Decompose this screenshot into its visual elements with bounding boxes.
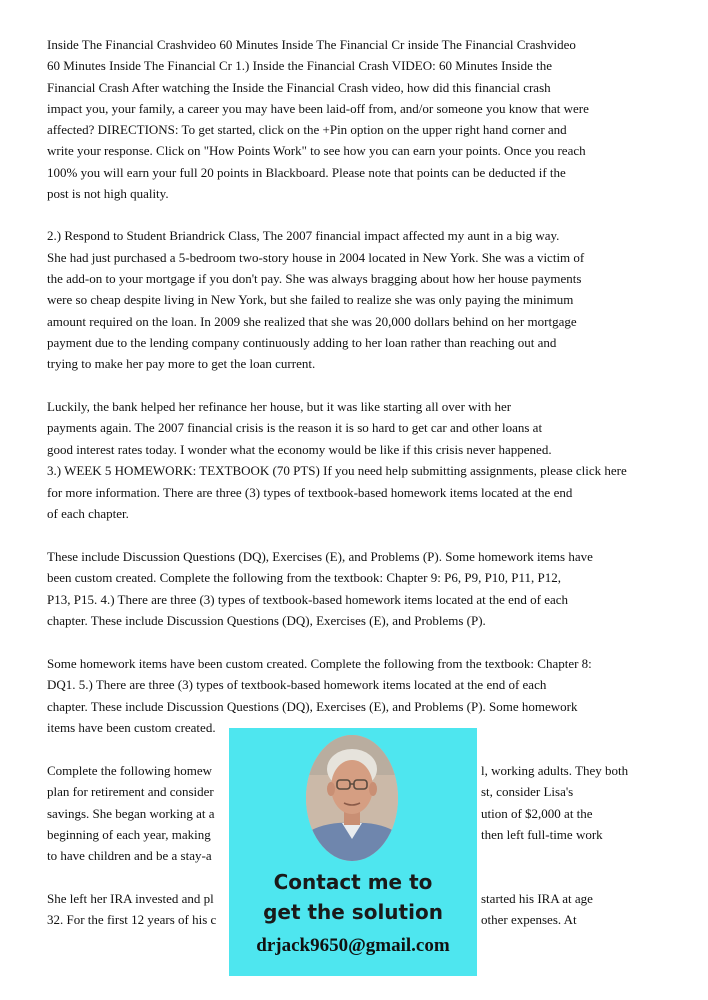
contact-promo-banner (229, 728, 477, 976)
text-line: chapter. These include Discussion Questions (DQ), Exercises (E), and Problems (P). Some homework (47, 699, 578, 714)
text-line: items have been custom created. (47, 720, 216, 735)
text-line-fragment: st, consider Lisa's (481, 784, 574, 799)
text-line: trying to make her pay more to get the loan current. (47, 356, 316, 371)
text-line: for more information. There are three (3) types of textbook-based homework items located at the end (47, 485, 573, 500)
text-line: 3.) WEEK 5 HOMEWORK: TEXTBOOK (70 PTS) If you need help submitting assignments, please click here (47, 463, 627, 478)
text-line: These include Discussion Questions (DQ), Exercises (E), and Problems (P). Some homework items have (47, 549, 593, 564)
text-line: 2.) Respond to Student Briandrick Class, The 2007 financial impact affected my aunt in a big way. (47, 228, 560, 243)
text-line: affected? DIRECTIONS: To get started, click on the +Pin option on the upper right hand corner and (47, 122, 567, 137)
text-line-fragment: started his IRA at age (481, 891, 593, 906)
text-line-fragment: beginning of each year, making (47, 827, 211, 842)
text-line: P13, P15. 4.) There are three (3) types of textbook-based homework items located at the end of each (47, 592, 569, 607)
text-line-fragment: 32. For the first 12 years of his c (47, 912, 217, 927)
text-line: post is not high quality. (47, 186, 169, 201)
text-line-fragment: plan for retirement and consider (47, 784, 214, 799)
text-line-fragment: l, working adults. They both (481, 763, 629, 778)
contact-heading-line-1: Contact me to (273, 870, 433, 894)
text-line: impact you, your family, a career you may have been laid-off from, and/or someone you know that were (47, 101, 589, 116)
text-line: DQ1. 5.) There are three (3) types of textbook-based homework items located at the end of each (47, 677, 547, 692)
text-line: chapter. These include Discussion Questions (DQ), Exercises (E), and Problems (P). (47, 613, 486, 628)
text-line: were so cheap despite living in New York, but she failed to realize she was only paying the minimum (47, 292, 574, 307)
text-line-fragment: ution of $2,000 at the (481, 806, 593, 821)
text-line: payment due to the lending company continuously adding to her loan rather than reaching out and (47, 335, 557, 350)
text-line: the add-on to your mortgage if you don't pay. She was always bragging about how her house payments (47, 271, 582, 286)
text-line: payments again. The 2007 financial crisis is the reason it is so hard to get car and other loans at (47, 420, 543, 435)
text-line: Inside The Financial Crashvideo 60 Minutes Inside The Financial Cr inside The Financial Crashvideo (47, 37, 576, 52)
text-line: 60 Minutes Inside The Financial Cr 1.) Inside the Financial Crash VIDEO: 60 Minutes Inside the (47, 58, 552, 73)
text-line: amount required on the loan. In 2009 she realized that she was 20,000 dollars behind on her mortgage (47, 314, 577, 329)
text-line-fragment: savings. She began working at a (47, 806, 215, 821)
text-line: write your response. Click on "How Points Work" to see how you can earn your points. Once you reach (47, 143, 586, 158)
person-portrait-icon (306, 735, 398, 861)
text-line: of each chapter. (47, 506, 129, 521)
text-line-fragment: Complete the following homew (47, 763, 213, 778)
text-line-fragment: She left her IRA invested and pl (47, 891, 214, 906)
text-line: 100% you will earn your full 20 points in Blackboard. Please note that points can be deducted if the (47, 165, 566, 180)
contact-email[interactable]: drjack9650@gmail.com (256, 935, 450, 956)
text-line: Some homework items have been custom created. Complete the following from the textbook: Chapter 8: (47, 656, 592, 671)
text-line: Luckily, the bank helped her refinance her house, but it was like starting all over with her (47, 399, 512, 414)
avatar (306, 735, 398, 861)
text-line: been custom created. Complete the following from the textbook: Chapter 9: P6, P9, P10, P11, P12, (47, 570, 562, 585)
text-line: good interest rates today. I wonder what the economy would be like if this crisis never happened. (47, 442, 552, 457)
contact-heading-line-2: get the solution (263, 900, 443, 924)
text-line: Financial Crash After watching the Inside the Financial Crash video, how did this financial crash (47, 80, 551, 95)
text-line: She had just purchased a 5-bedroom two-story house in 2004 located in New York. She was a victim of (47, 250, 585, 265)
text-line-fragment: to have children and be a stay-a (47, 848, 212, 863)
text-line-fragment: other expenses. At (481, 912, 577, 927)
text-line-fragment: then left full-time work (481, 827, 603, 842)
